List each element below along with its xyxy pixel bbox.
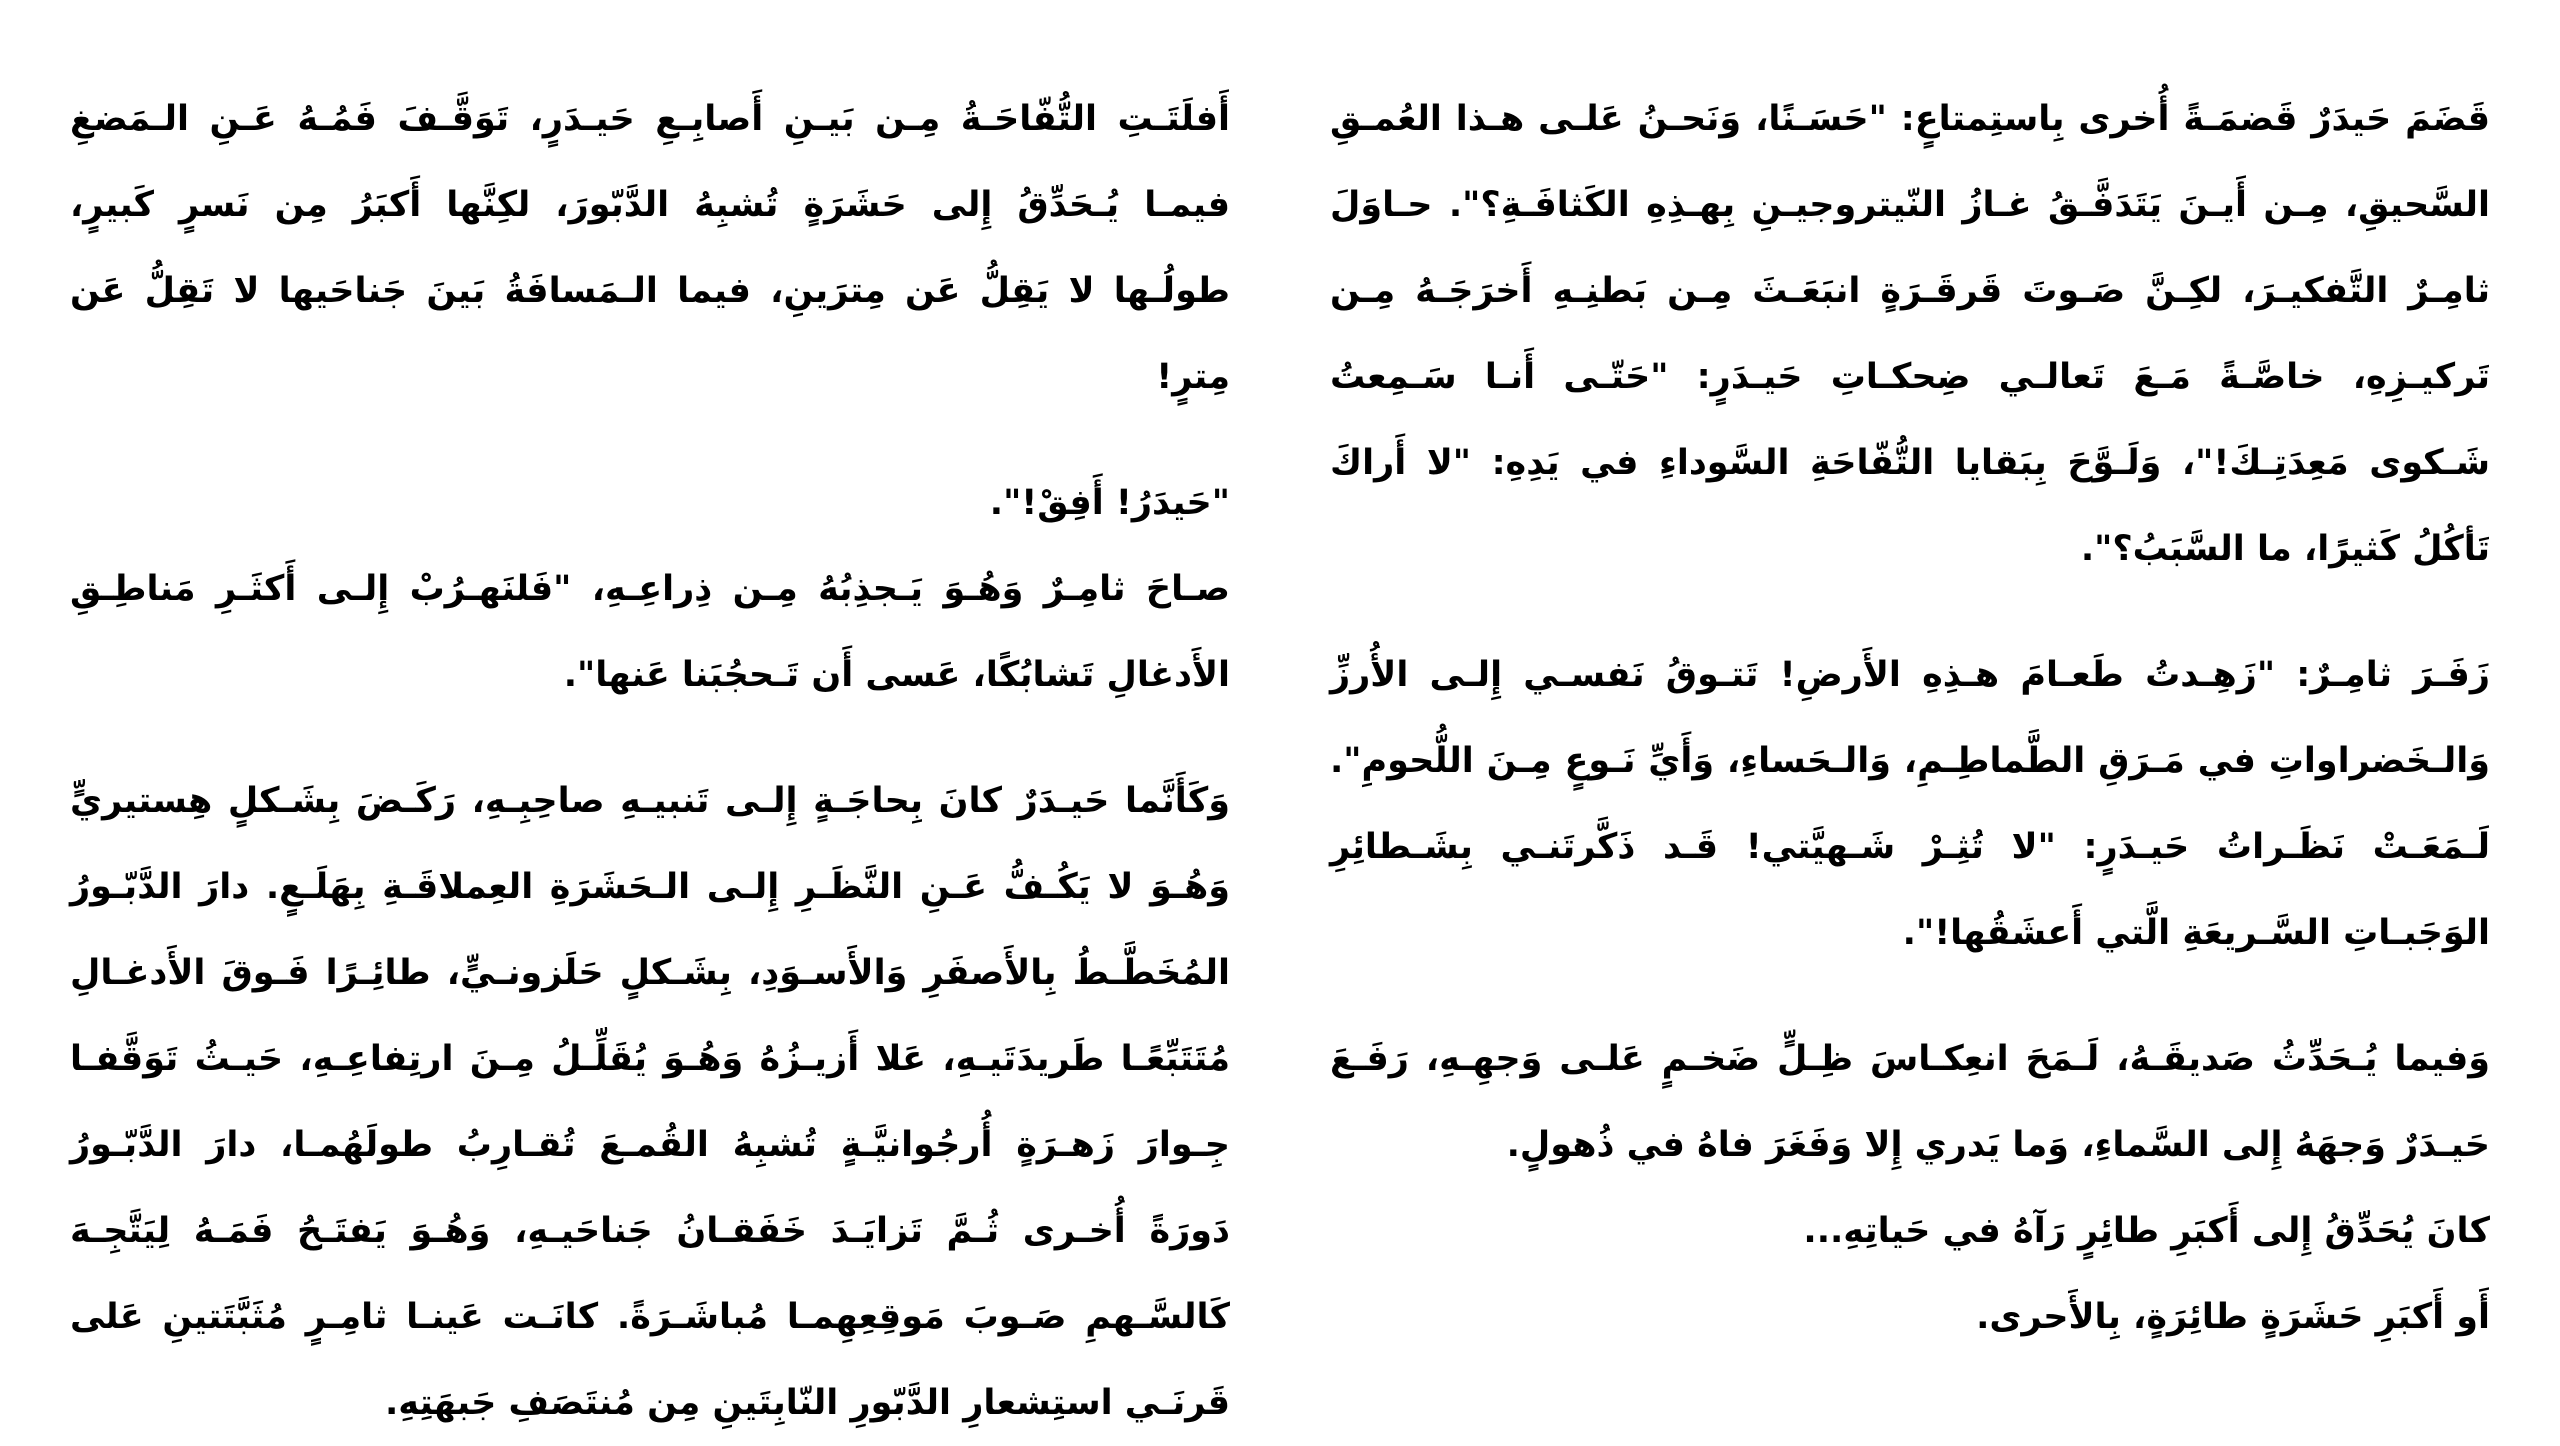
text-column-left (70, 76, 1230, 1440)
paragraph: أَو أَكبَرِ حَشَرَةٍ طائِرَةٍ، بِالأَحرى. (1976, 1297, 2490, 1337)
paragraph: زَفَـرَ ثامِـرٌ: "زَهِـدتُ طَعـامَ هـذِهِ الأَرضِ! تَتـوقُ نَفسـي إِلـى الأُرزِّ وَالـخَضراواتِ في مَـرَقِ الطَّماطِـمِ، وَالـحَساءِ، وَأَيِّ نَـوعٍ مِـنَ اللُّحومِ". لَـمَعَـتْ نَظَـراتُ حَيـدَرٍ: "لا تُثِـرْ شَـهيَّتي! قَـد ذَكَّرتَنـي بِشَـطائِرِ الوَجَبـاتِ السَّـريعَةِ الَّتي أَعشَقُها!". (1330, 655, 2490, 953)
paragraph: صـاحَ ثامِـرٌ وَهُـوَ يَـجذِبُهُ مِـن ذِراعِـهِ، "فَلنَهـرُبْ إِلـى أَكثَـرِ مَناطِـقِ الأَدغالِ تَشابُكًا، عَسى أَن تَـحجُبَنا عَنها". (70, 569, 1230, 695)
paragraph: كانَ يُحَدِّقُ إِلى أَكبَرِ طائِرٍ رَآهُ في حَياتِهِ... (1803, 1211, 2490, 1251)
paragraph: وَفيما يُـحَدِّثُ صَديقَـهُ، لَـمَحَ انعِكـاسَ ظِـلٍّ ضَخـمٍ عَلـى وَجهِـهِ، رَفَـعَ حَيـدَرٌ وَجهَهُ إِلى السَّماءِ، وَما يَدري إِلا وَفَغَرَ فاهُ في ذُهولٍ. (1330, 1039, 2490, 1165)
paragraph: أَفلَتَـتِ التُّفّاحَـةُ مِـن بَيـنِ أَصابِـعِ حَيـدَرٍ، تَوَقَّـفَ فَمُـهُ عَـنِ الـمَضغِ فيمـا يُـحَدِّقُ إِلى حَشَرَةٍ تُشبِهُ الدَّبّورَ، لكِنَّها أَكبَرُ مِن نَسرٍ كَبيرٍ، طولُـها لا يَقِلُّ عَن مِترَينِ، فيما الـمَسافَةُ بَينَ جَناحَيها لا تَقِلُّ عَن مِترٍ! (70, 99, 1230, 397)
text-column-right (1330, 76, 2490, 1440)
paragraph: "حَيدَرُ! أَفِقْ!". (989, 483, 1230, 523)
paragraph: قَضَمَ حَيدَرٌ قَضمَـةً أُخرى بِاستِمتاعٍ: "حَسَـنًا، وَنَحـنُ عَلـى هـذا العُمـقِ السَّحيقِ، مِـن أَيـنَ يَتَدَفَّـقُ غـازُ النّيتروجيـنِ بِهـذِهِ الكَثافَـةِ؟". حـاوَلَ ثامِـرٌ التَّفكيـرَ، لكِـنَّ صَـوتَ قَرقَـرَةٍ انبَعَـثَ مِـن بَطنِـهِ أَخرَجَـهُ مِـن تَركيـزِهِ، خاصَّـةً مَـعَ تَعالـي ضِحكـاتِ حَيـدَرٍ: "حَتّـى أَنـا سَـمِعتُ شَـكوى مَعِدَتِـكَ!"، وَلَـوَّحَ بِبَقايا التُّفّاحَةِ السَّوداءِ في يَدِهِ: "لا أَراكَ تَأكُلُ كَثيرًا، ما السَّبَبُ؟". (1330, 99, 2490, 569)
paragraph: وَكَأَنَّما حَيـدَرٌ كانَ بِحاجَـةٍ إِلـى تَنبيـهِ صاحِبِـهِ، رَكَـضَ بِشَـكلٍ هِستيريٍّ وَهُـوَ لا يَكُـفُّ عَـنِ النَّظَـرِ إِلـى الـحَشَرَةِ العِملاقَـةِ بِهَلَـعٍ. دارَ الدَّبّـورُ المُخَطَّـطُ بِالأَصفَرِ وَالأَسـوَدِ، بِشَـكلٍ حَلَزونـيٍّ، طائِـرًا فَـوقَ الأَدغـالِ مُتَتَبِّعًـا طَريدَتَيـهِ، عَلا أَزيـزُهُ وَهُـوَ يُقَلِّـلُ مِـنَ ارتِفاعِـهِ، حَيـثُ تَوَقَّفـا جِـوارَ زَهـرَةٍ أُرجُوانيَّـةٍ تُشبِهُ القُمـعَ تُقـارِبُ طولَهُمـا، دارَ الدَّبّـورُ دَورَةً أُخـرى ثُـمَّ تَزايَـدَ خَفَقـانُ جَناحَيـهِ، وَهُـوَ يَفتَـحُ فَمَـهُ لِيَتَّجِـهَ كَالسَّـهمِ صَـوبَ مَوقِعِهِمـا مُباشَـرَةً. كانَـت عَينـا ثامِـرٍ مُثَبَّتَتينِ عَلى قَرنَـي استِشعارِ الدَّبّورِ النّابِتَينِ مِن مُنتَصَفِ جَبهَتِهِ. (70, 781, 1230, 1423)
